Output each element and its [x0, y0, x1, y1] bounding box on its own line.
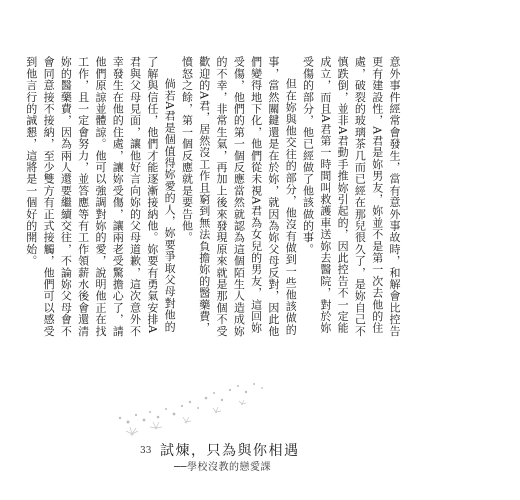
- page-number: 33: [140, 446, 152, 456]
- dandelion-seeds-icon: [112, 378, 272, 440]
- paragraph-2: 但在妳與他交往的部分，他沒有做到一些他該做的事，當然關鍵還是在於妳，就因為妳父母反對，因此他們變得地下化，他們從未視A君為女兒的男友，這回妳受傷，他們的第一個反應當然就認為這個陌生人造成妳的不幸，非常生氣，再加上後來發現原來就是那個不受歡迎的A君，居然沒工作且窮到無法負擔妳的醫藥費，憤怒之餘，第一個反應就是要告他。: [180, 56, 298, 337]
- book-subtitle: ──學校沒教的戀愛課: [174, 462, 272, 473]
- paragraph-1: 意外事件經常會發生，當有意外事故時，和解會比控告更有建設性，A君是妳男友，妳並不是第一次去他的住處，破裂的玻璃茶几而已經在那兒很久了，是妳自己不慎跌倒，並非A君動手推妳引起的，因此控告不一定能成立，而且A君第一時間叫救護車送妳去醫院，對於妳受傷的部分，他已經做了他該做的事。: [301, 56, 401, 337]
- paragraph-3: 倘若A君是個值得妳愛的人，妳要爭取父母對他的了解與信任，他們才能逐漸接納他。妳要有勇氣安排A君與父母見面，讓他好言向妳的父母道歉，這次意外不幸發生在他的住處，讓妳受傷，讓兩老受驚擔心了，請他們原諒並體諒。他可以強調對妳的愛，說明他正在找工作，且一定會努力，並答應等有工作領薪水後會還清妳的醫藥費，因為兩人還要繼續交往，不論妳父母會不會同意接不接納，至少雙方有正式接觸，他們可以感受到他言行的誠懇，這將是一個好的開始。: [24, 56, 177, 337]
- book-title: 試煉，只為與你相遇: [160, 443, 300, 459]
- body-text: [24, 56, 403, 342]
